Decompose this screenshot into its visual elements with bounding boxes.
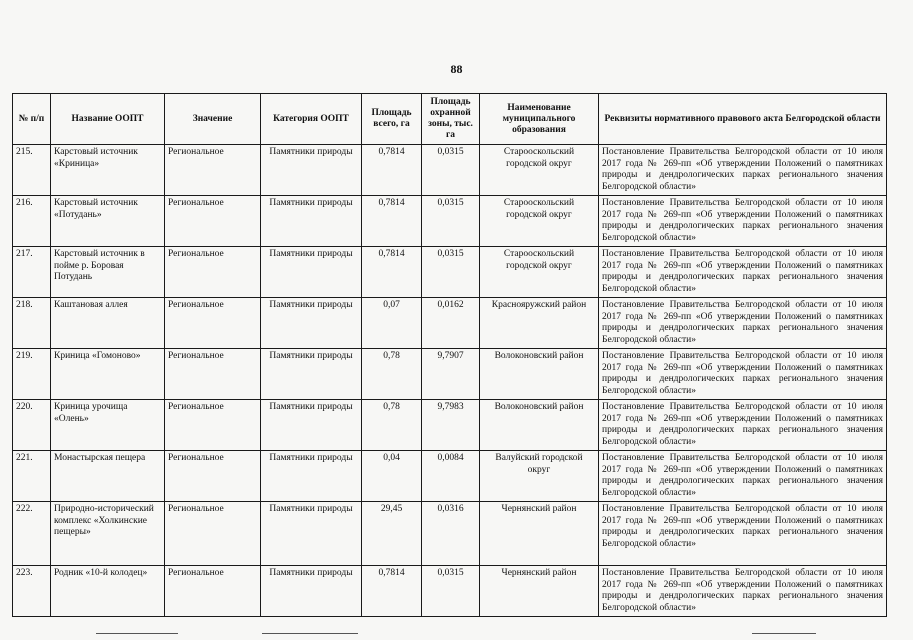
cell-area-buffer: 0,0315 xyxy=(422,247,480,298)
cell-area-buffer: 9,7907 xyxy=(422,349,480,400)
cell-category: Памятники природы xyxy=(261,247,362,298)
cell-name: Природно-исторический комплекс «Холкинские пещеры» xyxy=(51,502,165,566)
cell-area-buffer: 0,0315 xyxy=(422,566,480,617)
cell-act: Постановление Правительства Белгородской области от 10 июля 2017 года № 269-пп «Об утверждении Положений о памятниках природы и дендрологических парках регионального значения Белгородской области» xyxy=(599,451,887,502)
cell-significance: Региональное xyxy=(165,400,261,451)
header-municipality: Наименование муниципального образования xyxy=(480,94,599,145)
header-name: Название ООПТ xyxy=(51,94,165,145)
header-significance: Значение xyxy=(165,94,261,145)
table-header xyxy=(13,94,887,145)
header-act: Реквизиты нормативного правового акта Белгородской области xyxy=(599,94,887,145)
cell-significance: Региональное xyxy=(165,145,261,196)
cell-area-total: 0,7814 xyxy=(362,247,422,298)
table-row xyxy=(13,566,887,617)
cell-municipality: Валуйский городской округ xyxy=(480,451,599,502)
cell-area-total: 29,45 xyxy=(362,502,422,566)
cell-name: Карстовый источник «Потудань» xyxy=(51,196,165,247)
cell-category: Памятники природы xyxy=(261,400,362,451)
cell-area-total: 0,04 xyxy=(362,451,422,502)
cell-category: Памятники природы xyxy=(261,502,362,566)
cell-num: 222. xyxy=(13,502,51,566)
cell-name: Каштановая аллея xyxy=(51,298,165,349)
cell-area-buffer: 0,0162 xyxy=(422,298,480,349)
header-num: № п/п xyxy=(13,94,51,145)
cell-category: Памятники природы xyxy=(261,145,362,196)
page-number: 88 xyxy=(450,62,463,76)
cell-area-total: 0,7814 xyxy=(362,196,422,247)
cell-significance: Региональное xyxy=(165,196,261,247)
cell-significance: Региональное xyxy=(165,349,261,400)
cell-num: 221. xyxy=(13,451,51,502)
cell-num: 216. xyxy=(13,196,51,247)
cell-act: Постановление Правительства Белгородской области от 10 июля 2017 года № 269-пп «Об утверждении Положений о памятниках природы и дендрологических парках регионального значения Белгородской области» xyxy=(599,247,887,298)
cell-act: Постановление Правительства Белгородской области от 10 июля 2017 года № 269-пп «Об утверждении Положений о памятниках природы и дендрологических парках регионального значения Белгородской области» xyxy=(599,196,887,247)
cell-area-buffer: 0,0315 xyxy=(422,196,480,247)
table-row xyxy=(13,502,887,566)
cell-num: 220. xyxy=(13,400,51,451)
cell-act: Постановление Правительства Белгородской области от 10 июля 2017 года № 269-пп «Об утверждении Положений о памятниках природы и дендрологических парках регионального значения Белгородской области» xyxy=(599,349,887,400)
cell-municipality: Краснояружский район xyxy=(480,298,599,349)
bottom-rule-left xyxy=(96,633,178,634)
cell-name: Монастырская пещера xyxy=(51,451,165,502)
cell-category: Памятники природы xyxy=(261,349,362,400)
cell-category: Памятники природы xyxy=(261,566,362,617)
cell-name: Криница «Гомоново» xyxy=(51,349,165,400)
bottom-rule-mid xyxy=(262,633,358,634)
cell-area-buffer: 0,0084 xyxy=(422,451,480,502)
cell-area-buffer: 0,0315 xyxy=(422,145,480,196)
cell-significance: Региональное xyxy=(165,298,261,349)
cell-category: Памятники природы xyxy=(261,196,362,247)
table-row xyxy=(13,400,887,451)
cell-num: 215. xyxy=(13,145,51,196)
cell-act: Постановление Правительства Белгородской области от 10 июля 2017 года № 269-пп «Об утверждении Положений о памятниках природы и дендрологических парках регионального значения Белгородской области» xyxy=(599,502,887,566)
cell-category: Памятники природы xyxy=(261,298,362,349)
table-row xyxy=(13,349,887,400)
cell-area-total: 0,7814 xyxy=(362,566,422,617)
cell-significance: Региональное xyxy=(165,247,261,298)
cell-significance: Региональное xyxy=(165,451,261,502)
cell-name: Карстовый источник в пойме р. Боровая Потудань xyxy=(51,247,165,298)
table-row xyxy=(13,196,887,247)
cell-area-buffer: 0,0316 xyxy=(422,502,480,566)
cell-name: Карстовый источник «Криница» xyxy=(51,145,165,196)
cell-act: Постановление Правительства Белгородской области от 10 июля 2017 года № 269-пп «Об утверждении Положений о памятниках природы и дендрологических парках регионального значения Белгородской области» xyxy=(599,400,887,451)
cell-num: 218. xyxy=(13,298,51,349)
cell-num: 223. xyxy=(13,566,51,617)
cell-area-buffer: 9,7983 xyxy=(422,400,480,451)
table-row xyxy=(13,298,887,349)
cell-municipality: Старооскольский городской округ xyxy=(480,145,599,196)
cell-municipality: Чернянский район xyxy=(480,566,599,617)
protected-areas-table xyxy=(12,93,887,617)
cell-num: 219. xyxy=(13,349,51,400)
cell-act: Постановление Правительства Белгородской области от 10 июля 2017 года № 269-пп «Об утверждении Положений о памятниках природы и дендрологических парках регионального значения Белгородской области» xyxy=(599,298,887,349)
cell-area-total: 0,78 xyxy=(362,349,422,400)
cell-municipality: Волоконовский район xyxy=(480,349,599,400)
cell-num: 217. xyxy=(13,247,51,298)
table-body xyxy=(13,145,887,617)
cell-area-total: 0,7814 xyxy=(362,145,422,196)
cell-name: Криница урочища «Олень» xyxy=(51,400,165,451)
table-row xyxy=(13,145,887,196)
cell-act: Постановление Правительства Белгородской области от 10 июля 2017 года № 269-пп «Об утверждении Положений о памятниках природы и дендрологических парках регионального значения Белгородской области» xyxy=(599,145,887,196)
cell-act: Постановление Правительства Белгородской области от 10 июля 2017 года № 269-пп «Об утверждении Положений о памятниках природы и дендрологических парках регионального значения Белгородской области» xyxy=(599,566,887,617)
cell-municipality: Волоконовский район xyxy=(480,400,599,451)
cell-municipality: Чернянский район xyxy=(480,502,599,566)
table-row xyxy=(13,247,887,298)
header-category: Категория ООПТ xyxy=(261,94,362,145)
cell-municipality: Старооскольский городской округ xyxy=(480,247,599,298)
cell-area-total: 0,07 xyxy=(362,298,422,349)
cell-municipality: Старооскольский городской округ xyxy=(480,196,599,247)
header-area-total: Площадь всего, га xyxy=(362,94,422,145)
table-row xyxy=(13,451,887,502)
cell-significance: Региональное xyxy=(165,502,261,566)
bottom-rule-right xyxy=(752,633,816,634)
cell-name: Родник «10-й колодец» xyxy=(51,566,165,617)
cell-area-total: 0,78 xyxy=(362,400,422,451)
header-area-buffer: Площадь охранной зоны, тыс. га xyxy=(422,94,480,145)
cell-significance: Региональное xyxy=(165,566,261,617)
cell-category: Памятники природы xyxy=(261,451,362,502)
